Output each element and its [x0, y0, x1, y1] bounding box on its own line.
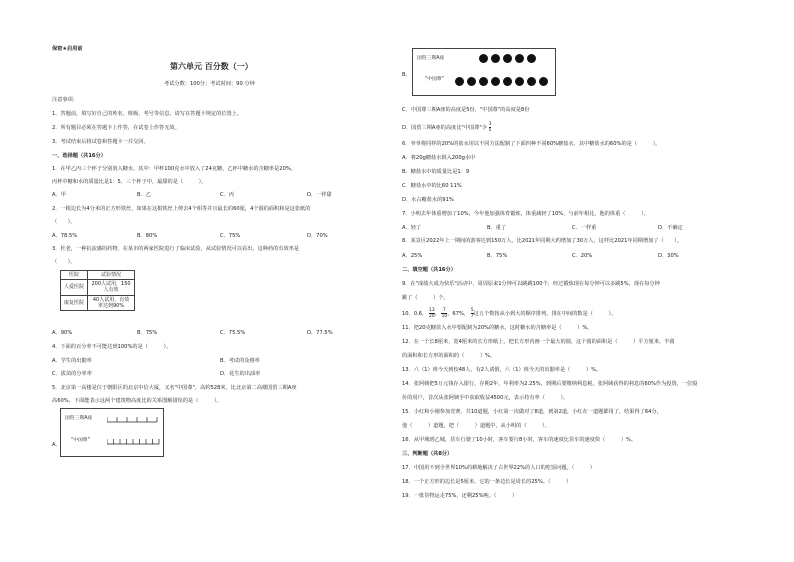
question-text [52, 179, 206, 185]
option-c[interactable]: C．丙 [220, 192, 234, 198]
option-d[interactable]: D．77.5% [307, 330, 333, 336]
option-d[interactable]: D．一样甜 [307, 192, 332, 198]
secret-label: 保密★启用前 [52, 46, 83, 52]
question-text: 14．张阿姨把5万元钱存入银行，存期2年，年利率为2.25%，到期后要缴纳利息税，张阿姨获得的利息的60%作为投资，一位股 [402, 381, 698, 387]
question-text: （ ）。 [52, 219, 76, 225]
section-heading: 一、选择题（共16分） [52, 153, 106, 159]
option-a[interactable]: A． [52, 442, 61, 448]
fraction [429, 308, 435, 319]
option-b[interactable]: B．75% [487, 253, 508, 259]
option-d-text: D．国贸三期A座的高度比"中国尊"少 [402, 125, 487, 131]
option-b[interactable]: B． [402, 72, 411, 78]
question-text: 17．中国用不到全世界10%的耕地解决了占世界22%的人口的吃饭问题。（ ） [402, 465, 596, 471]
option-c[interactable]: C．糖盐水中的比60 11% [402, 183, 462, 189]
question-text: （ ）。 [52, 259, 76, 265]
numerator: 5 [470, 308, 474, 313]
option-c[interactable]: C．一样重 [572, 225, 597, 231]
option-d[interactable]: D．30% [658, 253, 679, 259]
table-header-row [61, 271, 135, 280]
question-text: 1．在甲乙丙三个杯子分别放入糖水，其中：甲杯100克水中放入了24克糖，乙杯中糖水的含糖率是20%， [52, 166, 297, 172]
question-text-part: ，67%， [447, 311, 470, 317]
option-b[interactable]: B．乙 [137, 192, 151, 198]
segment-bar-bottom [107, 439, 161, 445]
diagram-a-box [60, 408, 164, 457]
dot [527, 77, 536, 86]
diagram-label: 国贸三期A座 [65, 416, 93, 421]
question-text: 16．从甲城到乙城，货车行驶了10小时，客车要行8小时，客车的速度比货车的速度快（ ）%。 [402, 437, 637, 443]
dot [479, 77, 488, 86]
question-text: 高60%，下面能表示这两个建筑物高度比的关系图解错误的是（ ）。 [52, 398, 222, 404]
question-text: 18．一个正方形的边长是5厘米，它的一条边长是周长的25%。（ ） [402, 479, 572, 485]
diagram-b-box [412, 48, 556, 96]
option-c[interactable]: C．20% [572, 253, 593, 259]
question-text: 3．杜老，一种抗流感的药物，在某市的两家医院进行了临床试验，从试验情况可以看出，这种药的有效率是 [52, 246, 300, 252]
denominator: 20 [428, 314, 435, 319]
option-b[interactable]: B．80% [137, 233, 158, 239]
question-text: 13．六（1）班今天到校48人，有2人请假，六（1）班今天的出勤率是（ ）%。 [402, 367, 602, 373]
question-text: 12．在一个长8厘米，宽4厘米的长方形纸上，把长方形内画一个最大的圆，这个圆的面积是（ ）平方厘米，半圆 [402, 339, 675, 345]
question-text-part: 丙杯中糖和水的质量比是1：5，三个杯子中， [52, 179, 158, 185]
option-b[interactable]: B．糖盐水中的质量比是1：9 [402, 169, 470, 175]
option-c[interactable]: C．75% [220, 233, 241, 239]
option-d[interactable]: D．水占糖盐水的91% [402, 197, 454, 203]
dot [539, 77, 548, 86]
question-text-part: 10．0.6， [402, 311, 428, 317]
question-text: 4．下面的百分率不可能达到100%的是（ ）。 [52, 344, 172, 350]
question-text: 7．小明去年体重增加了10%，今年他加强体育锻炼，体重减轻了10%，与前年相比，他的体重（ ）。 [402, 211, 649, 217]
table-header-cell: 试验情况 [88, 271, 135, 280]
table-row [61, 295, 135, 310]
numerator: 13 [428, 308, 435, 313]
table-cell: 康复医院 [61, 295, 88, 310]
note-item: 1．答题前，填写好自己的姓名、班级、考号等信息，请写在答题卡规定的位置上。 [52, 111, 243, 117]
question-text: 15．小红和小刚参加竞赛，共10道题，小红第一次做对了8道，到第2道，小红在一道题都用了，结果得了64分， [402, 409, 662, 415]
table-header-cell: 医院 [61, 271, 88, 280]
question-text: 5．北京第一高楼是位于朝阳区的北京中信大厦，又名"中国尊"，高约528米，比北京第二高楼国贸三期A座 [52, 385, 297, 391]
dot [527, 54, 536, 63]
option-d[interactable] [402, 122, 491, 133]
option-b[interactable]: B．重了 [487, 225, 507, 231]
section-heading: 三、判断题（共8分） [402, 451, 453, 457]
option-b[interactable]: B．75% [137, 330, 158, 336]
option-d[interactable]: D．70% [307, 233, 328, 239]
option-a[interactable]: A．78.5% [52, 233, 78, 239]
table-cell: 40人试用，有效率达到90% [88, 295, 135, 310]
numerator: 3 [488, 122, 492, 127]
question-text: 11．把20克糖放入水中要配制为20%的糖水，这时糖水的含糖率是（ ）%。 [402, 325, 593, 331]
option-a[interactable]: A．轻了 [402, 225, 422, 231]
section-heading: 二、填空题（共16分） [402, 267, 456, 273]
denominator: 10 [441, 314, 448, 319]
question-text: 2．一根边长为4分米的正方形铁丝，如果在这根铁丝上剪去4个相等并且最长的60厘，4个圆的面积和是这张纸的 [52, 206, 311, 212]
option-a[interactable]: A．甲 [52, 192, 66, 198]
question-text: 19．一批货物运走75%，还剩25%吨。（ ） [402, 493, 518, 499]
question-text-part: 这五个数按从小到大的顺序排列，排在中间的数是（ ）。 [473, 311, 617, 317]
diagram-label: 国贸三期A座 [417, 56, 445, 61]
fraction [489, 122, 492, 133]
table-row [61, 280, 135, 295]
option-d[interactable]: D．花生的出油率 [220, 371, 261, 377]
dot [479, 54, 488, 63]
segment-bar-top [107, 417, 159, 423]
option-d[interactable]: D．不确定 [658, 225, 683, 231]
option-a[interactable]: A．25% [402, 253, 423, 259]
dot [455, 77, 464, 86]
dot [515, 77, 524, 86]
question-text: 价的用户，首次从张阿姨手中获取收益4500元，表示持有率（ ）。 [402, 395, 569, 401]
numerator: 7 [442, 308, 446, 313]
question-text: 他（ ）道题，把（ ）道题中，从小明的（ ）。 [402, 423, 550, 429]
option-c[interactable]: C．中国尊三期A座的高度是5份，"中国尊"的高度是8份 [402, 107, 530, 113]
question-text-part: 最甜的是（ ）。 [157, 179, 207, 185]
table-cell: 人爱医院 [61, 280, 88, 295]
dot [467, 77, 476, 86]
option-a[interactable]: A．将20g糖盐水倒入200g水中 [402, 155, 476, 161]
question-text: 跳了（ ）个。 [402, 295, 449, 301]
diagram-label: "中国尊" [425, 77, 444, 82]
table-cell: 200人试用，150人有效 [88, 280, 135, 295]
note-item: 2．所有题目必须在答题卡上作答，在试卷上作答无效。 [52, 125, 180, 131]
question-text: 9．在"成绩大成为快乐"活动中，周周原来1分钟可以跳跳100个，经过锻炼现在每分钟可以多跳5%，现在每分钟 [402, 281, 660, 287]
notes-heading: 注意事项： [52, 97, 78, 103]
question-text: 8．某景区2022年上一期间的游客达到150万人，比2021年同期大约增加了30万人，这样比2021年同期增加了（ ）。 [402, 238, 682, 244]
dot [491, 77, 500, 86]
option-c[interactable]: C．75.5% [220, 330, 246, 336]
option-a[interactable]: A．学生的出勤率 [52, 358, 92, 364]
diagram-label: "中国尊" [71, 438, 90, 443]
page-title: 第六单元 百分数（一） [170, 62, 253, 71]
option-c[interactable]: C．拔苗的分率率 [52, 371, 92, 377]
denominator: 7 [470, 314, 474, 319]
exam-page [52, 40, 742, 520]
question-text: 6．爷爷将同样的20%的盐水用以不同方法配制了下面四种不同60%糖盐水，其中糖盐水的60%的是（ ）。 [402, 141, 661, 147]
question-text: 的面积和长方形的面积的（ ）%。 [402, 353, 496, 359]
option-a[interactable]: A．90% [52, 330, 73, 336]
question-text: 10．0.6， $\frac{13}{20}$ ， $\frac{7}{10}$ ，67%， $\frac{5}{7}$ 这五个数按从小到大的顺序排列，排在中间的数是（ ）。 [402, 308, 617, 319]
trial-table [60, 270, 135, 311]
dot [515, 54, 524, 63]
dot [491, 54, 500, 63]
option-b[interactable]: B．考试的及格率 [220, 358, 260, 364]
note-item: 3．考试结束后将试卷和答题卡一并交回。 [52, 139, 149, 145]
dot [503, 54, 512, 63]
dot [503, 77, 512, 86]
exam-meta: 考试分数：100分；考试时间：90 分钟 [164, 81, 255, 87]
denominator: 5 [488, 128, 492, 133]
